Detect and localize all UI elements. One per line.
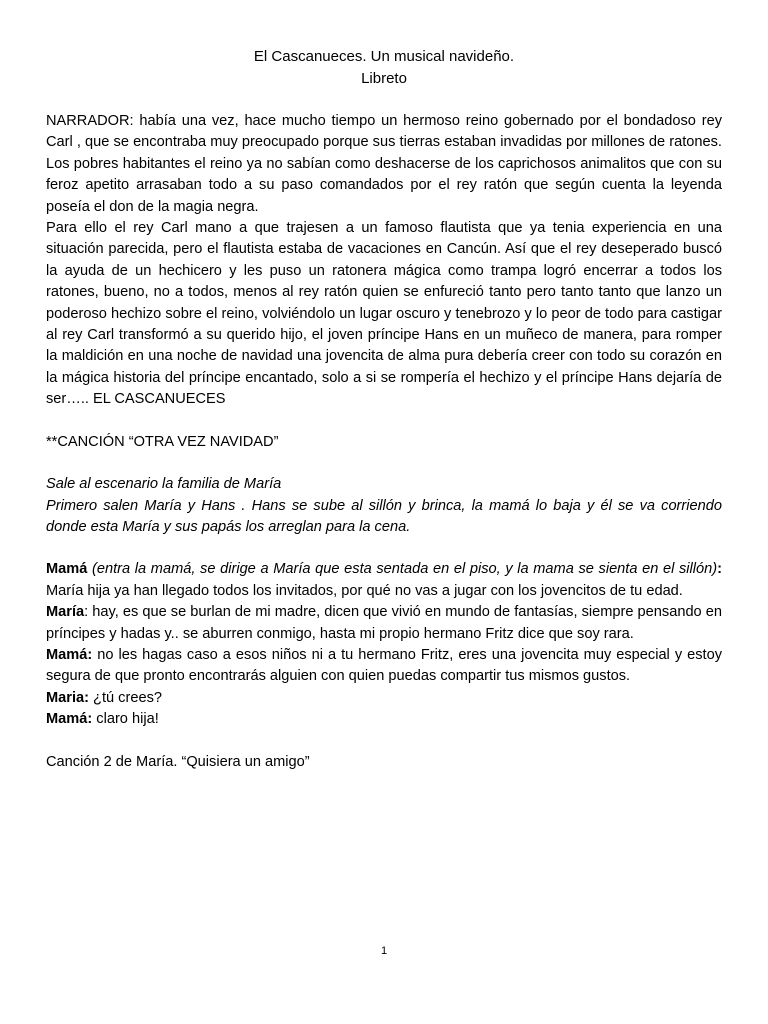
spacer — [46, 90, 722, 111]
dialogue-line-4 — [46, 688, 722, 709]
speaker-name: Mamá — [46, 561, 88, 578]
dialogue-text: : hay, es que se burlan de mi madre, dicen que vivió en mundo de fantasías, siempre pensando en príncipes y hadas y.. se aburren conmigo, hasta mi propio hermano Fritz dice que soy rara. — [46, 604, 722, 642]
song-heading-2: Canción 2 de María. “Quisiera un amigo” — [46, 753, 310, 770]
dialogue-line-1 — [46, 559, 722, 602]
dialogue-text: ¿tú crees? — [88, 689, 162, 706]
stage-direction-1: Sale al escenario la familia de María — [46, 476, 282, 493]
spacer — [46, 453, 722, 474]
title-line-2: Libreto — [361, 70, 407, 87]
narrator-paragraph-2: Para ello el rey Carl mano a que trajesen a un famoso flautista que ya tenia experiencia en una situación parecida, pero el flautista estaba de vacaciones en Cancún. Así que el rey deseperado buscó la ayuda de un hechicero y les puso un ratonera mágica como trampa logró encerrar a todos los ratones, bueno, no a todos, menos al rey ratón quien se enfureció tanto pero tanto tanto que lanzo un poderoso hechizo sobre el reino, volviéndolo un lugar oscuro y tenebrozo y lo peor de todo para castigar al rey Carl transformó a su querido hijo, el joven príncipe Hans en un muñeco de manera, para romper la maldición en una noche de navidad una jovencita de alma pura debería creer con todo su corazón en la mágica historia del príncipe encantado, solo a si se rompería el hechizo y el príncipe Hans dejaría de ser….. EL CASCANUECES — [46, 220, 722, 408]
dialogue-line-3 — [46, 645, 722, 688]
dialogue-text: claro hija! — [92, 711, 159, 728]
spacer — [46, 731, 722, 752]
stage-direction-inline: (entra la mamá, se dirige a María que esta sentada en el piso, y la mama se sienta en el sillón) — [87, 561, 718, 578]
dialogue-line-2 — [46, 602, 722, 645]
spacer — [46, 411, 722, 432]
speaker-name: Maria: — [46, 689, 89, 706]
document-body — [46, 111, 722, 773]
spacer — [46, 538, 722, 559]
speaker-colon: : — [717, 561, 722, 578]
speaker-name: María — [46, 604, 85, 621]
dialogue-text: María hija ya han llegado todos los invitados, por qué no vas a jugar con los jovencitos de tu edad. — [46, 582, 683, 599]
title-line-1: El Cascanueces. Un musical navideño. — [253, 48, 515, 65]
document-title — [46, 46, 722, 90]
page-number: 1 — [380, 945, 388, 957]
speaker-name: Mamá: — [46, 711, 93, 728]
speaker-name: Mamá: — [46, 646, 93, 663]
stage-direction-2: Primero salen María y Hans . Hans se sube al sillón y brinca, la mamá lo baja y él se va corriendo donde esta María y sus papás los arreglan para la cena. — [46, 497, 722, 535]
narrator-paragraph-1: NARRADOR: había una vez, hace mucho tiempo un hermoso reino gobernado por el bondadoso rey Carl , que se encontraba muy preocupado porque sus tierras estaban invadidas por millones de ratones. Los pobres habitantes el reino ya no sabían como deshacerse de los caprichosos animalitos que con su feroz apetito arrasaban todo a su paso comandados por el rey ratón que según cuenta la leyenda poseía el don de la magia negra. — [46, 113, 722, 215]
dialogue-line-5 — [46, 709, 722, 730]
dialogue-text: no les hagas caso a esos niños ni a tu hermano Fritz, eres una jovencita muy especial y estoy segura de que pronto encontrarás alguien con quien puedas compartir tus mismos gustos. — [46, 646, 722, 685]
song-heading-1: **CANCIÓN “OTRA VEZ NAVIDAD” — [46, 433, 279, 450]
